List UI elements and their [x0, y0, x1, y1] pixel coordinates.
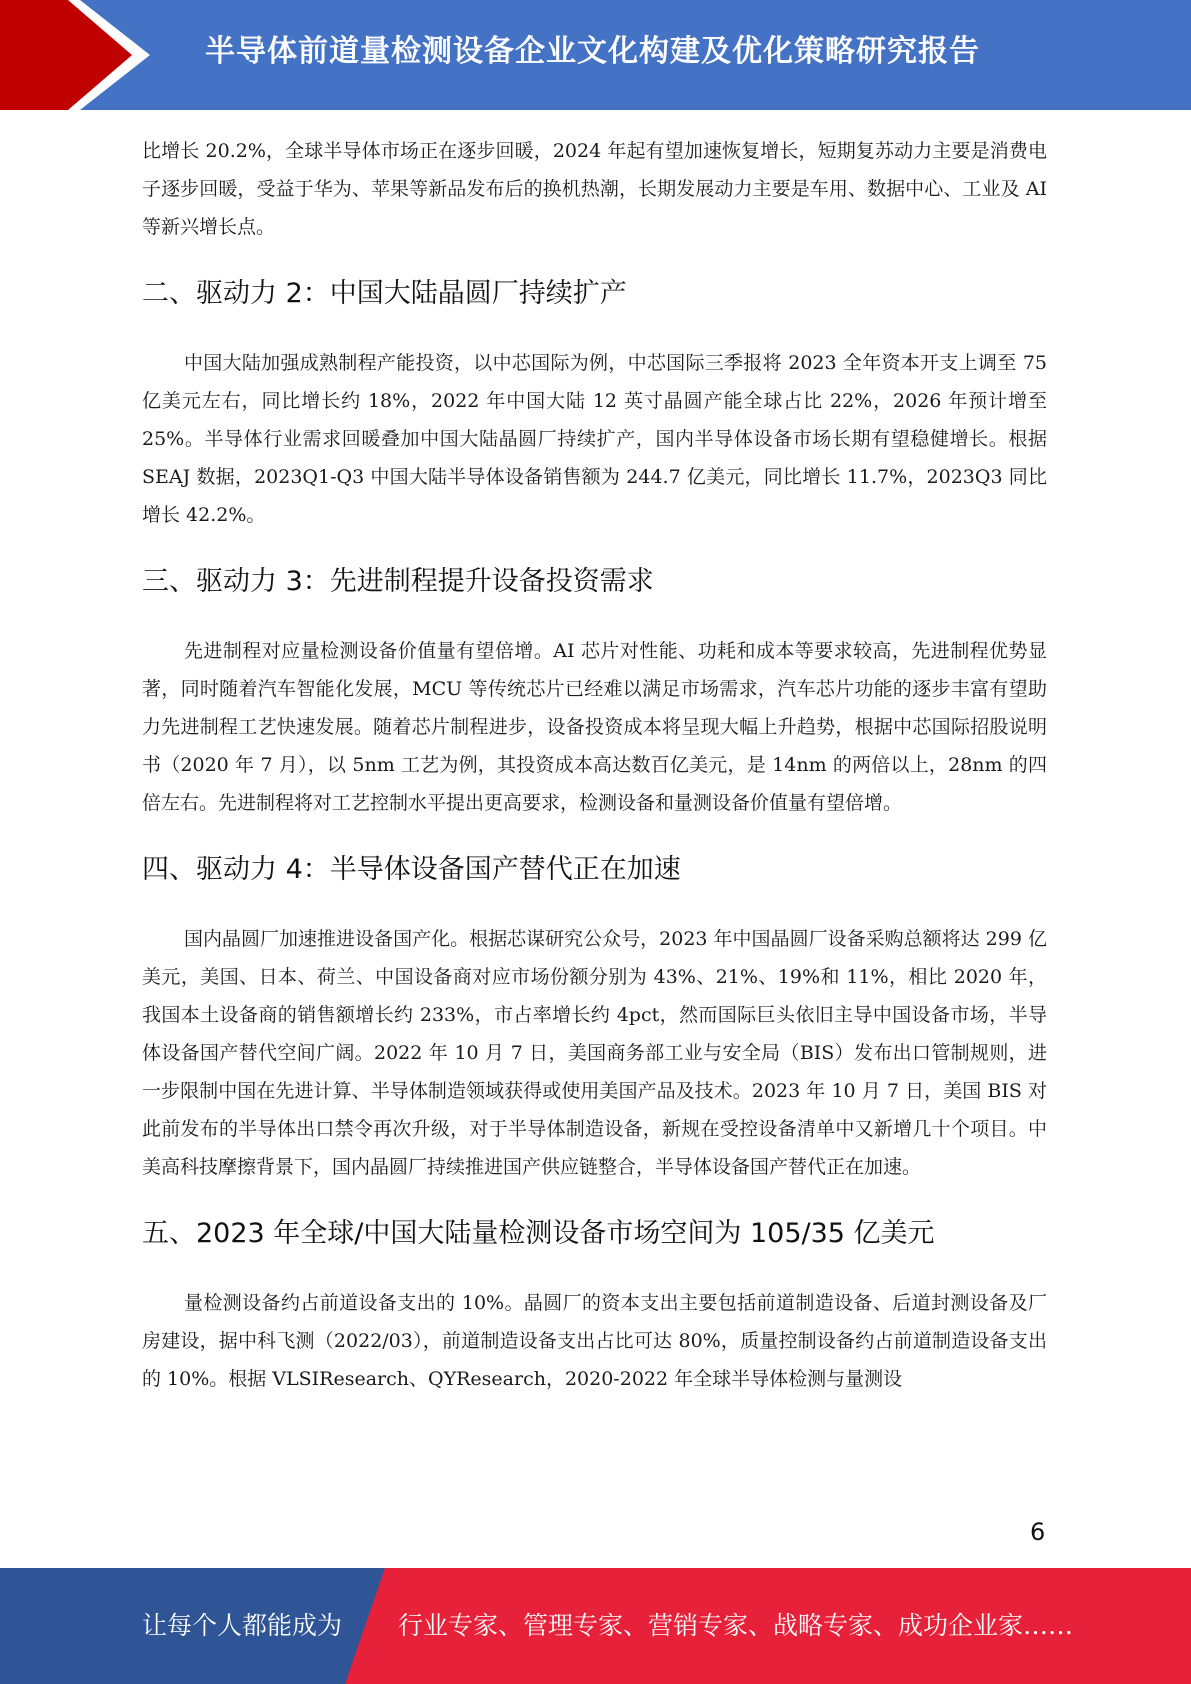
intro-paragraph: 比增长 20.2%，全球半导体市场正在逐步回暖，2024 年起有望加速恢复增长，短期复苏动力主要是消费电子逐步回暖，受益于华为、苹果等新品发布后的换机热潮，长期发展动力主要是车用、数据中心、工业及 AI 等新兴增长点。 [142, 140, 1047, 238]
section-heading-market-size: 五、2023 年全球/中国大陆量检测设备市场空间为 105/35 亿美元 [142, 1218, 935, 1249]
section-body-driver-4: 国内晶圆厂加速推进设备国产化。根据芯谋研究公众号，2023 年中国晶圆厂设备采购总额将达 299 亿美元，美国、日本、荷兰、中国设备商对应市场份额分别为 43%、21%、19%和 11%，相比 2020 年，我国本土设备商的销售额增长约 233%，市占率增长约 4pct，然而国际巨头依旧主导中国设备市场，半导体设备国产替代空间广阔。2022 年 10 月 7 日，美国商务部工业与安全局（BIS）发布出口管制规则，进一步限制中国在先进计算、半导体制造领域获得或使用美国产品及技术。2023 年 10 月 7 日，美国 BIS 对此前发布的半导体出口禁令再次升级，对于半导体制造设备，新规在受控设备清单中又新增几十个项目。中美高科技摩擦背景下，国内晶圆厂持续推进国产供应链整合，半导体设备国产替代正在加速。 [142, 928, 1047, 1178]
section-heading-driver-4: 四、驱动力 4：半导体设备国产替代正在加速 [142, 854, 681, 885]
page-number: 6 [1030, 1518, 1046, 1546]
page-footer-banner [0, 1568, 1191, 1684]
page-content [142, 132, 1047, 1398]
section-body-driver-3: 先进制程对应量检测设备价值量有望倍增。AI 芯片对性能、功耗和成本等要求较高，先进制程优势显著，同时随着汽车智能化发展，MCU 等传统芯片已经难以满足市场需求，汽车芯片功能的逐步丰富有望助力先进制程工艺快速发展。随着芯片制程进步，设备投资成本将呈现大幅上升趋势，根据中芯国际招股说明书（2020 年 7 月），以 5nm 工艺为例，其投资成本高达数百亿美元，是 14nm 的两倍以上，28nm 的四倍左右。先进制程将对工艺控制水平提出更高要求，检测设备和量测设备价值量有望倍增。 [142, 640, 1047, 814]
section-body-driver-2: 中国大陆加强成熟制程产能投资，以中芯国际为例，中芯国际三季报将 2023 全年资本开支上调至 75 亿美元左右，同比增长约 18%，2022 年中国大陆 12 英寸晶圆产能全球占比 22%，2026 年预计增至 25%。半导体行业需求回暖叠加中国大陆晶圆厂持续扩产，国内半导体设备市场长期有望稳健增长。根据 SEAJ 数据，2023Q1-Q3 中国大陆半导体设备销售额为 244.7 亿美元，同比增长 11.7%，2023Q3 同比增长 42.2%。 [142, 352, 1047, 526]
section-heading-driver-3: 三、驱动力 3：先进制程提升设备投资需求 [142, 566, 654, 597]
footer-slogan-left: 让每个人都能成为 [142, 1611, 343, 1640]
section-heading-driver-2: 二、驱动力 2：中国大陆晶圆厂持续扩产 [142, 278, 627, 309]
report-title: 半导体前道量检测设备企业文化构建及优化策略研究报告 [205, 34, 980, 69]
section-body-market-size: 量检测设备约占前道设备支出的 10%。晶圆厂的资本支出主要包括前道制造设备、后道封测设备及厂房建设，据中科飞测（2022/03），前道制造设备支出占比可达 80%，质量控制设备约占前道制造设备支出的 10%。根据 VLSIResearch、QYResearch，2020-2022 年全球半导体检测与量测设 [142, 1292, 1047, 1390]
page-header-banner [0, 0, 1191, 110]
footer-slogan-right: 行业专家、管理专家、营销专家、战略专家、成功企业家…… [398, 1611, 1074, 1640]
